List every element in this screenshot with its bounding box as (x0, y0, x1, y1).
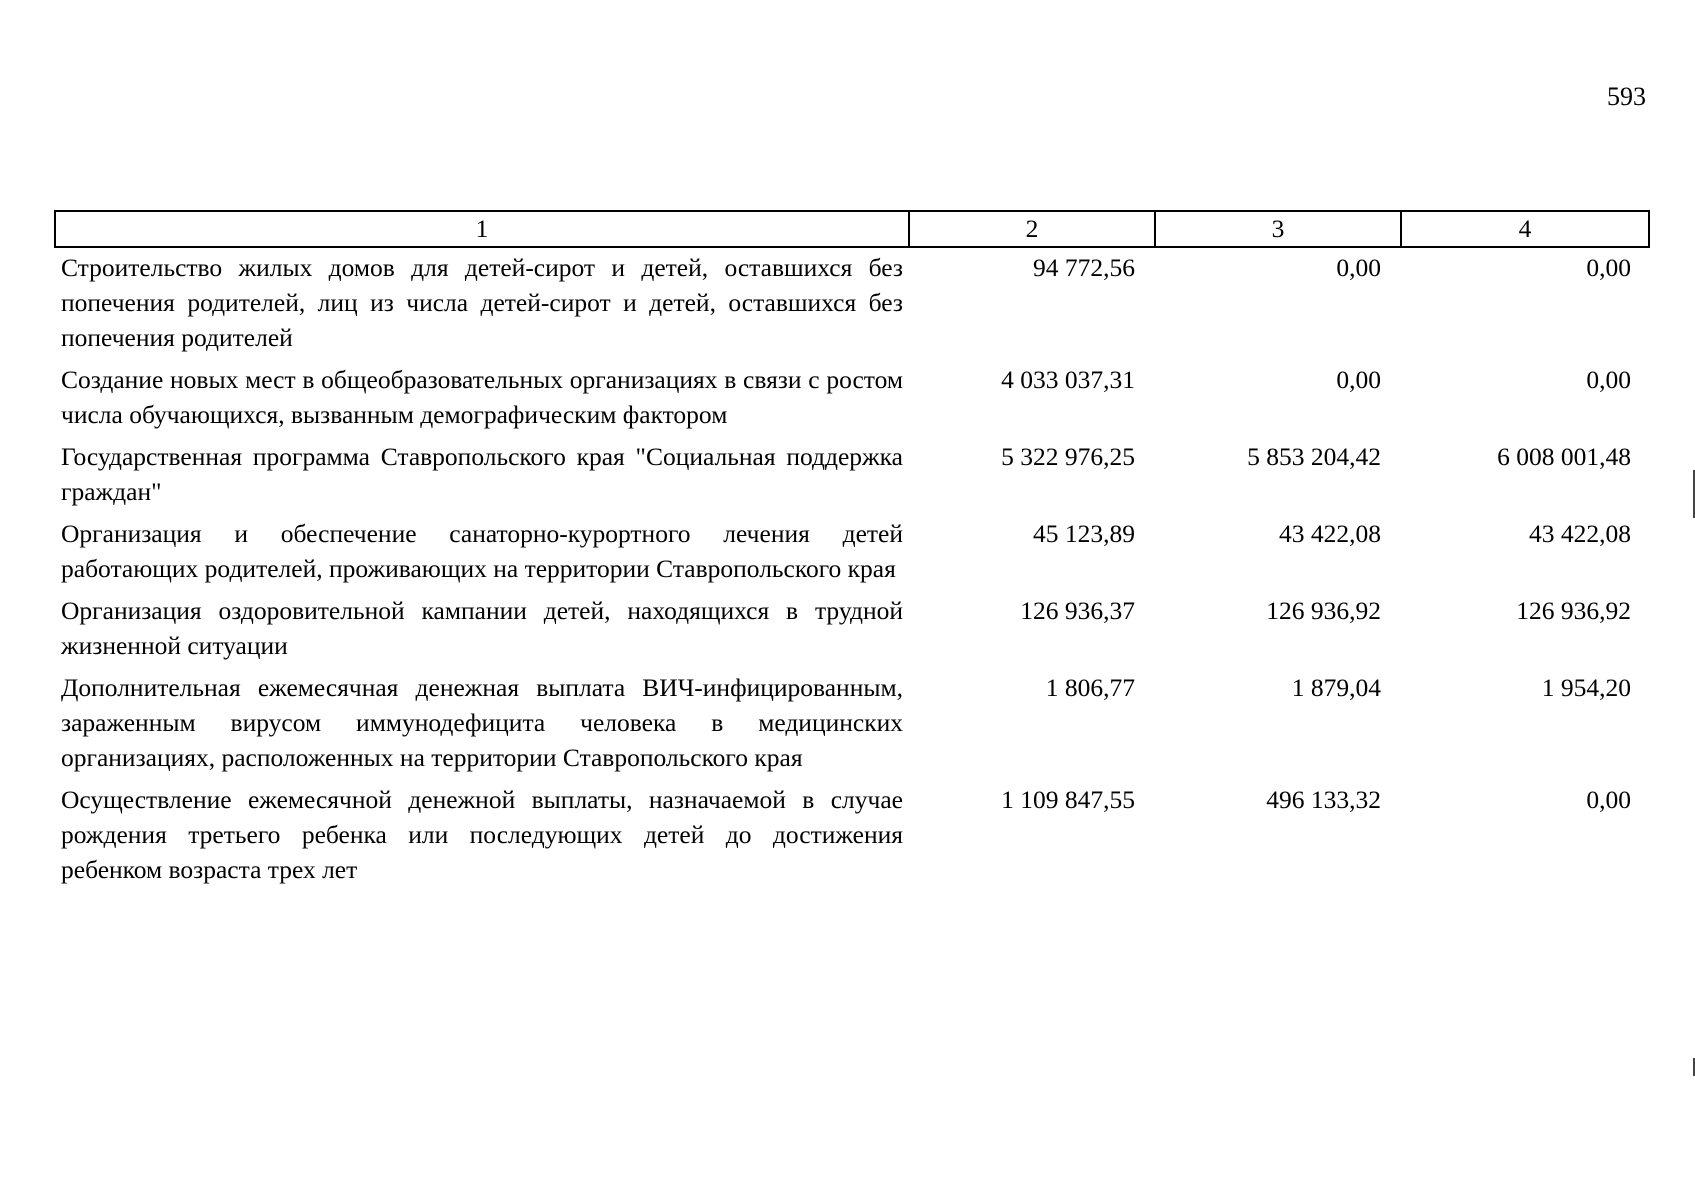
table-row (55, 668, 1649, 780)
table-row (55, 780, 1649, 892)
page-number: 593 (1607, 82, 1646, 111)
row-value-col4: 0,00 (1586, 365, 1631, 394)
row-value-col2: 4 033 037,31 (1001, 365, 1135, 394)
row-name: Создание новых мест в общеобразовательных организациях в связи с ростом числа обучающихся, вызванным демографическим фактором (61, 365, 903, 429)
row-value-col2: 94 772,56 (1033, 253, 1135, 282)
table-row (55, 514, 1649, 591)
row-value-col2: 126 936,37 (1020, 596, 1135, 625)
row-value-col4: 126 936,92 (1516, 596, 1631, 625)
row-value-col2: 45 123,89 (1033, 519, 1135, 548)
row-name: Дополнительная ежемесячная денежная выплата ВИЧ-инфицированным, зараженным вирусом иммунодефицита человека в медицинских организациях, расположенных на территории Ставропольского края (61, 673, 903, 772)
row-name: Осуществление ежемесячной денежной выплаты, назначаемой в случае рождения третьего ребенка или последующих детей до достижения ребенком возраста трех лет (61, 785, 903, 884)
budget-table-container (54, 210, 1648, 892)
row-value-col2: 5 322 976,25 (1001, 442, 1135, 471)
table-row (55, 591, 1649, 668)
table-row (55, 247, 1649, 360)
table-body (55, 247, 1649, 892)
header-row (55, 211, 1649, 247)
table-row (55, 360, 1649, 437)
row-value-col4: 1 954,20 (1541, 673, 1631, 702)
column-header-3: 3 (1155, 211, 1401, 247)
row-value-col3: 496 133,32 (1266, 785, 1381, 814)
row-value-col4: 0,00 (1586, 785, 1631, 814)
table-row (55, 437, 1649, 514)
row-value-col4: 43 422,08 (1529, 519, 1631, 548)
row-value-col2: 1 806,77 (1045, 673, 1135, 702)
budget-table (54, 210, 1650, 892)
column-header-2: 2 (909, 211, 1155, 247)
table-header (55, 211, 1649, 247)
row-name: Строительство жилых домов для детей-сирот и детей, оставшихся без попечения родителей, лиц из числа детей-сирот и детей, оставшихся без попечения родителей (61, 253, 903, 352)
row-value-col3: 126 936,92 (1266, 596, 1381, 625)
row-value-col2: 1 109 847,55 (1001, 785, 1135, 814)
row-value-col3: 0,00 (1336, 365, 1381, 394)
column-header-1: 1 (55, 211, 909, 247)
row-name: Государственная программа Ставропольского края "Социальная поддержка граждан" (61, 442, 903, 506)
row-value-col3: 43 422,08 (1279, 519, 1381, 548)
row-value-col4: 0,00 (1586, 253, 1631, 282)
row-name: Организация и обеспечение санаторно-курортного лечения детей работающих родителей, проживающих на территории Ставропольского края (61, 519, 903, 583)
row-name: Организация оздоровительной кампании детей, находящихся в трудной жизненной ситуации (61, 596, 903, 660)
row-value-col3: 0,00 (1336, 253, 1381, 282)
row-value-col3: 1 879,04 (1291, 673, 1381, 702)
column-header-4: 4 (1401, 211, 1649, 247)
row-value-col3: 5 853 204,42 (1247, 442, 1381, 471)
row-value-col4: 6 008 001,48 (1497, 442, 1631, 471)
